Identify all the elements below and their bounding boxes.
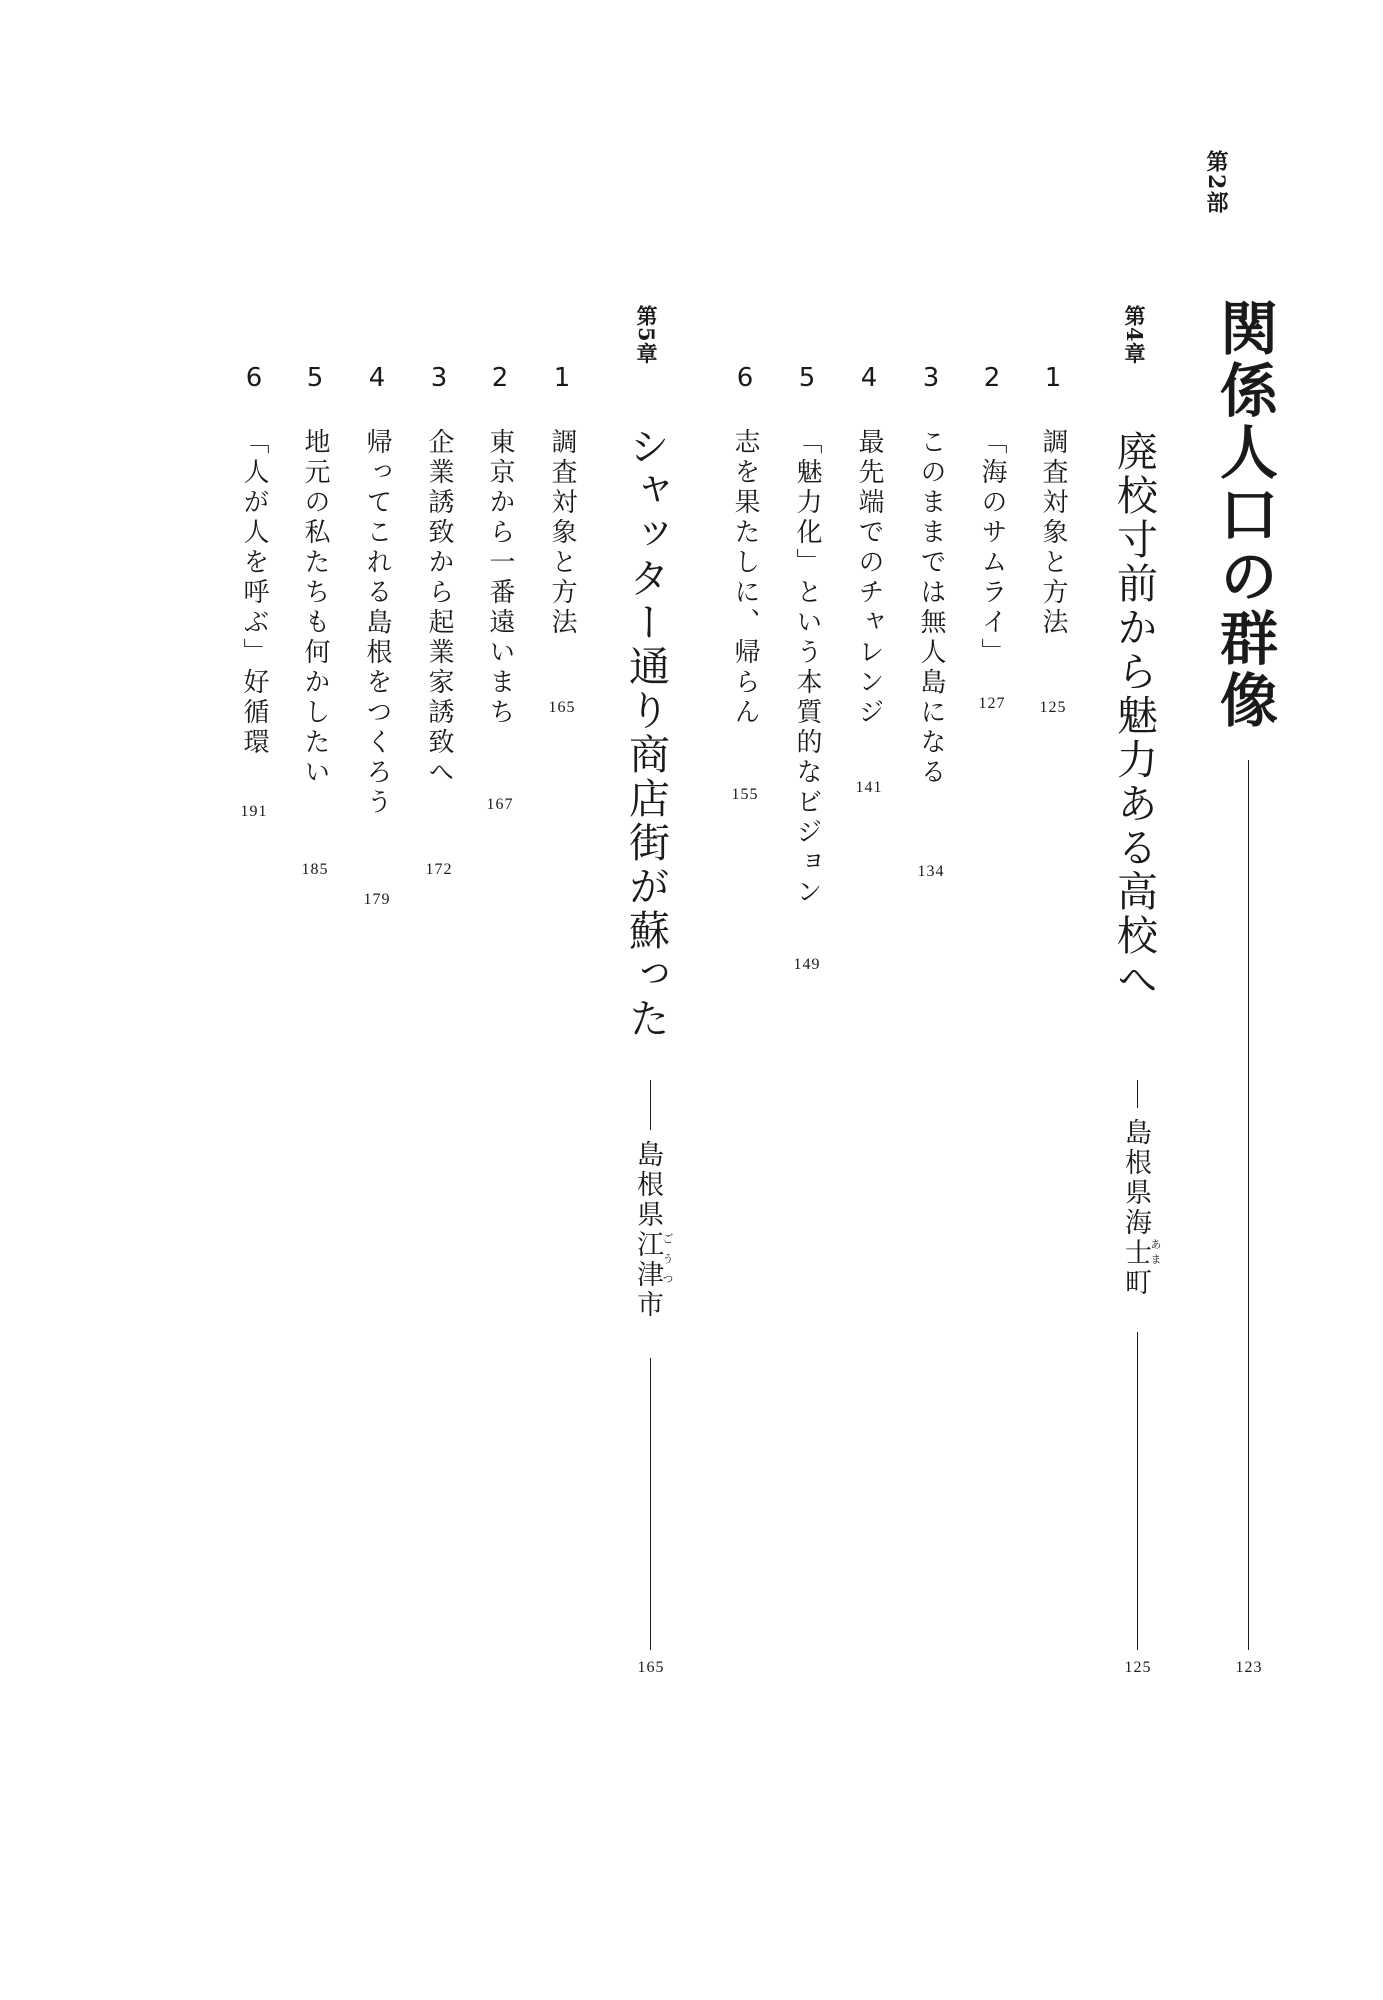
part-label: 第2部 <box>1203 150 1229 216</box>
part-leader-line <box>1248 760 1249 1650</box>
ch4-section-5-number: 5 <box>798 363 816 393</box>
ch5-section-1-number: 1 <box>553 363 571 393</box>
ch5-section-5-title: 地元の私たちも何かしたい <box>300 428 330 788</box>
ch4-section-4-number: 4 <box>860 363 878 393</box>
ch4-section-3-page: 134 <box>917 863 945 880</box>
part-title: 関係人口の群像 <box>1210 298 1278 732</box>
ch4-section-1-title: 調査対象と方法 <box>1038 428 1068 638</box>
ch5-section-6-number: 6 <box>245 363 263 393</box>
ch4-section-2-number: 2 <box>983 363 1001 393</box>
ch5-section-2-title: 東京から一番遠いまち <box>485 428 515 728</box>
ch5-section-4-number: 4 <box>368 363 386 393</box>
ch5-section-1-title: 調査対象と方法 <box>547 428 577 638</box>
ch5-section-3-number: 3 <box>430 363 448 393</box>
chapter-5-title: シャッター通り商店街が蘇った <box>622 425 670 1041</box>
chapter-4-leader-bottom <box>1137 1332 1138 1650</box>
chapter-5-page-number: 165 <box>637 1659 665 1676</box>
ch5-section-5-number: 5 <box>306 363 324 393</box>
ch4-section-3-number: 3 <box>922 363 940 393</box>
ch5-section-2-page: 167 <box>486 796 514 813</box>
ch4-section-5-page: 149 <box>793 956 821 973</box>
ch4-section-1-page: 125 <box>1039 699 1067 716</box>
chapter-5-location: 島根県江津ごうつ市 <box>632 1140 674 1320</box>
ch5-section-2-number: 2 <box>491 363 509 393</box>
ch4-section-6-title: 志を果たしに、帰らん <box>730 428 760 728</box>
ch5-section-1-page: 165 <box>548 699 576 716</box>
ch4-section-4-title: 最先端でのチャレンジ <box>854 428 884 728</box>
ch5-section-4-title: 帰ってこれる島根をつくろう <box>362 428 392 818</box>
ch5-section-6-title: 「人が人を呼ぶ」好循環 <box>239 428 269 758</box>
ch4-section-6-page: 155 <box>731 786 759 803</box>
chapter-4-location: 島根県海士あま町 <box>1120 1118 1162 1298</box>
ch4-section-2-title: 「海のサムライ」 <box>977 428 1007 668</box>
chapter-4-page-number: 125 <box>1124 1659 1152 1676</box>
ch5-section-5-page: 185 <box>301 861 329 878</box>
chapter-4-title: 廃校寸前から魅力ある高校へ <box>1110 430 1158 1002</box>
ch5-section-4-page: 179 <box>363 891 391 908</box>
ch5-section-3-page: 172 <box>425 861 453 878</box>
chapter-5-leader-bottom <box>650 1358 651 1650</box>
ch4-section-6-number: 6 <box>736 363 754 393</box>
ch4-section-2-page: 127 <box>978 695 1006 712</box>
chapter-5-label: 第5章 <box>634 305 659 365</box>
ch5-section-3-title: 企業誘致から起業家誘致へ <box>424 428 454 788</box>
ch4-section-3-title: このままでは無人島になる <box>916 428 946 788</box>
chapter-4-leader-top <box>1137 1080 1138 1108</box>
ch4-section-4-page: 141 <box>855 779 883 796</box>
chapter-5-leader-top <box>650 1080 651 1130</box>
ch5-section-6-page: 191 <box>240 803 268 820</box>
part-page-number: 123 <box>1235 1659 1263 1676</box>
ch4-section-5-title: 「魅力化」という本質的なビジョン <box>792 428 822 908</box>
ch4-section-1-number: 1 <box>1044 363 1062 393</box>
chapter-4-label: 第4章 <box>1122 305 1147 365</box>
